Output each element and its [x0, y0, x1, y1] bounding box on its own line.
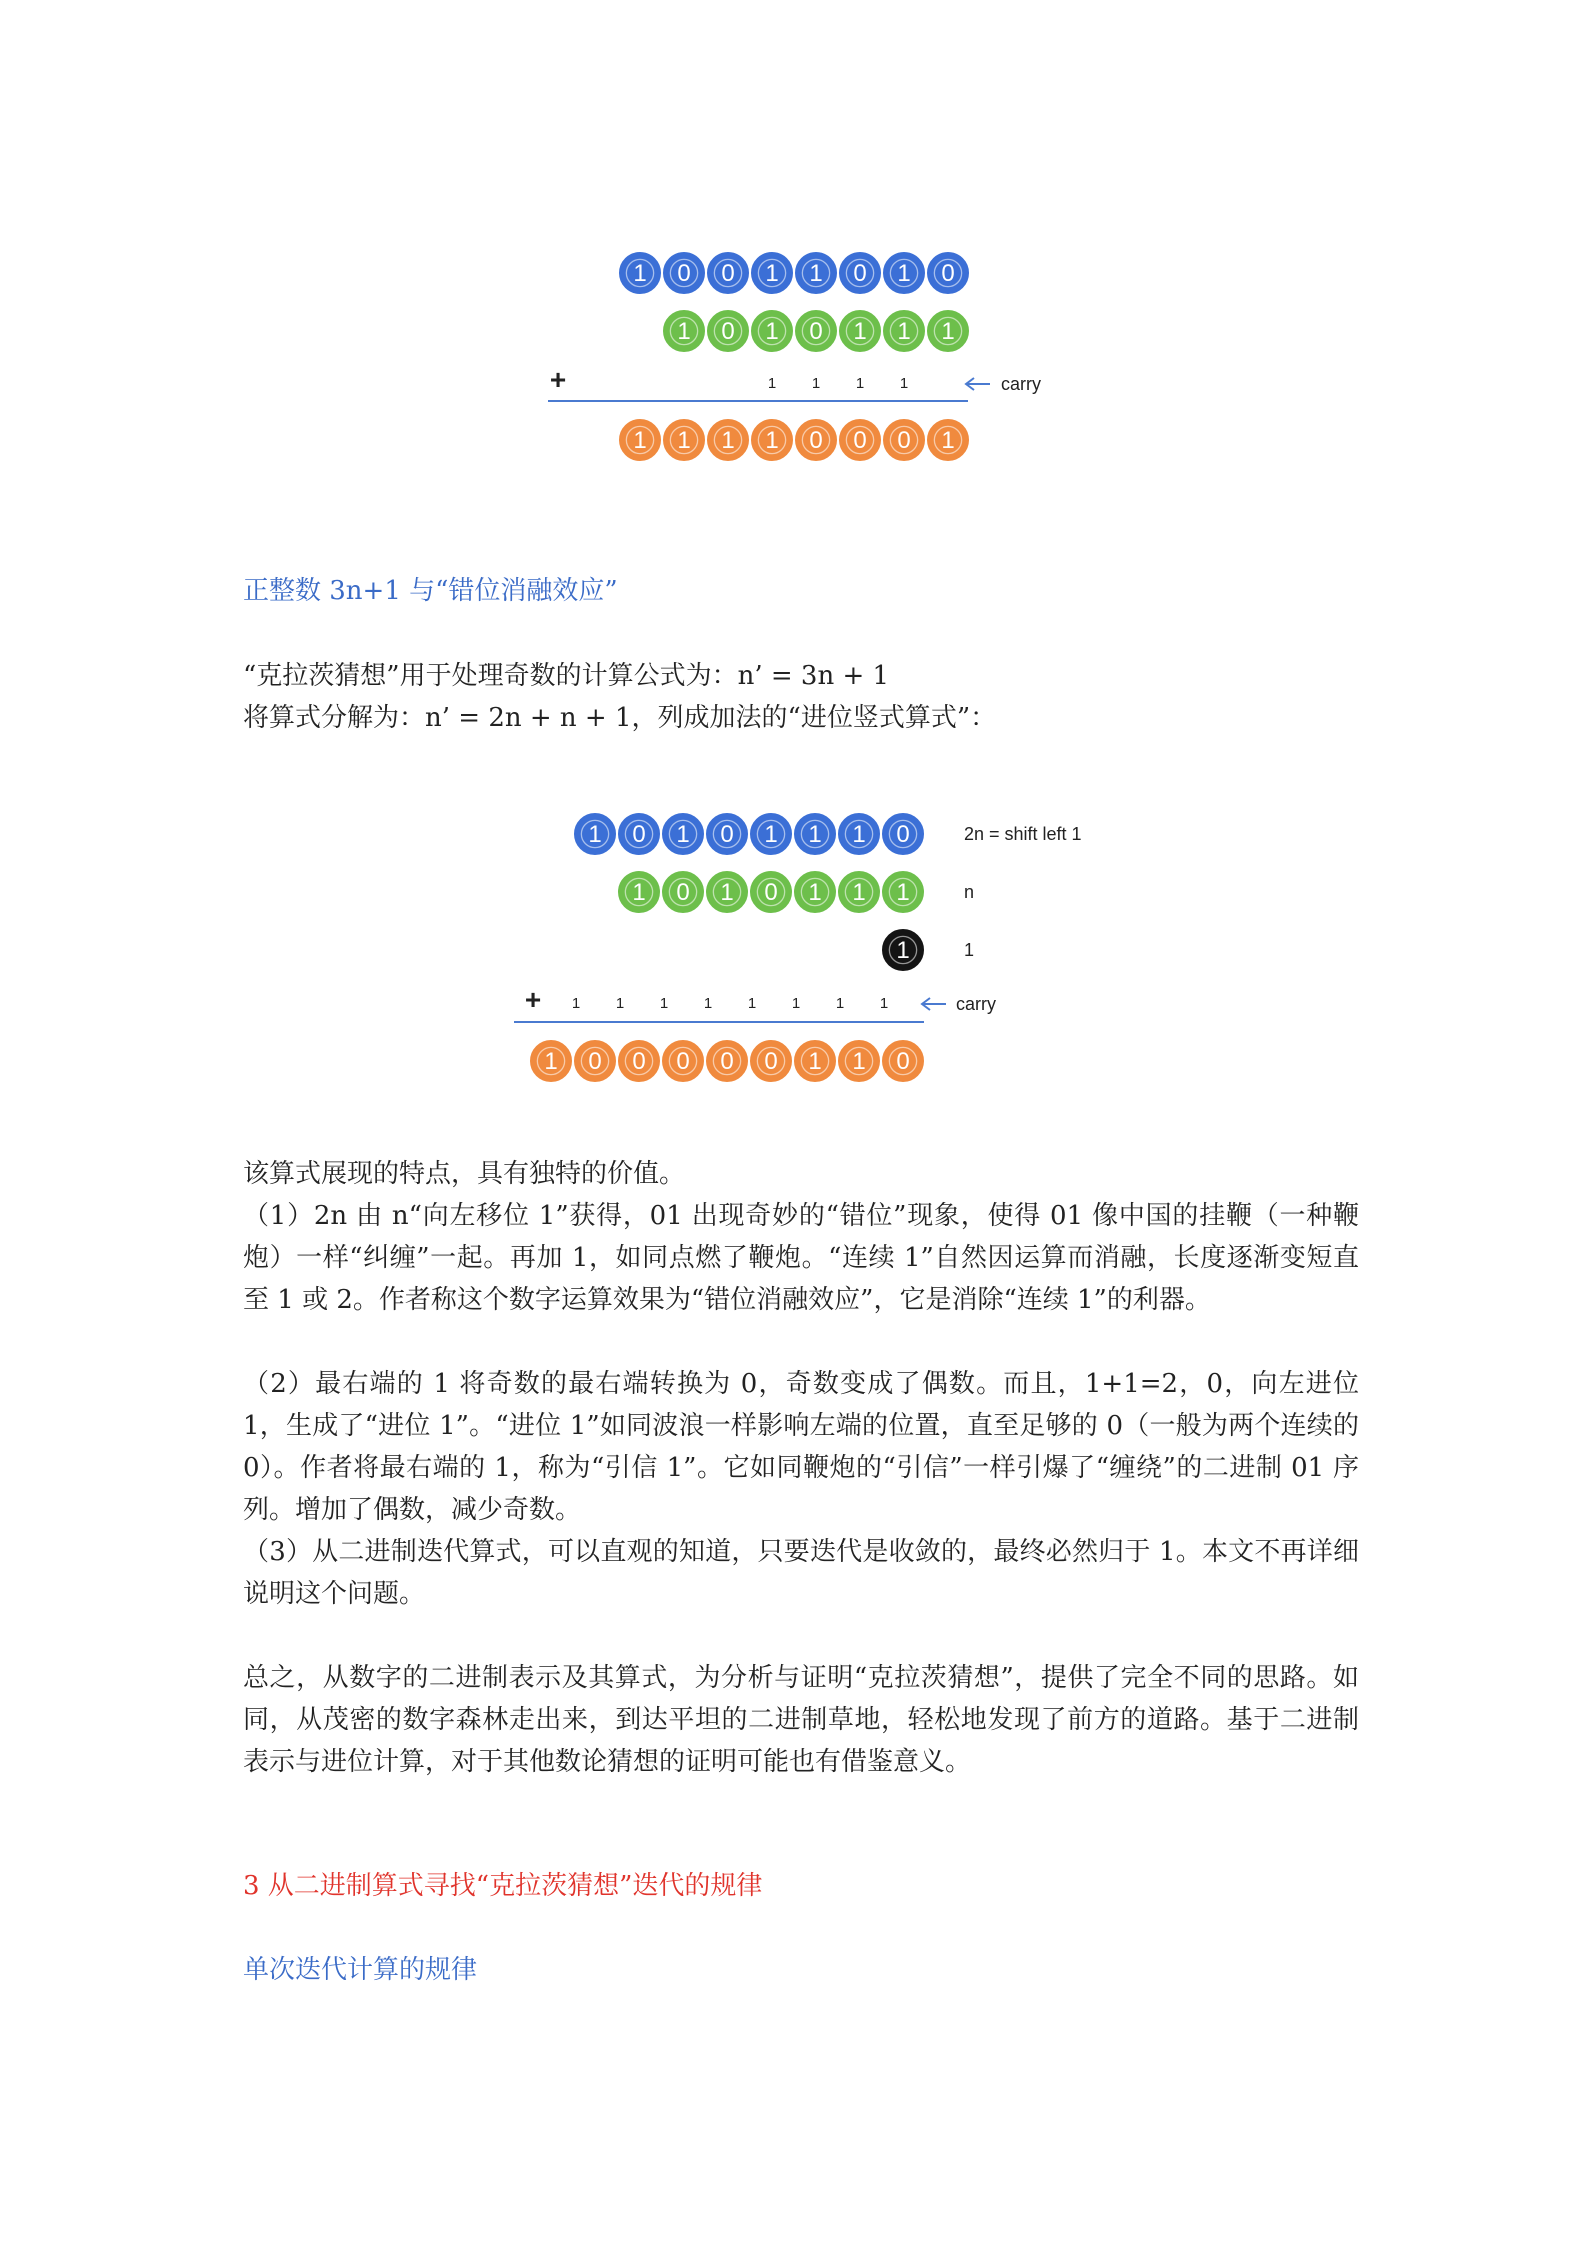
bit-ball-result — [529, 1039, 573, 1083]
row-label-one: 1 — [964, 940, 975, 960]
bit-ball-result — [793, 1039, 837, 1083]
bit-label: 0 — [853, 260, 867, 287]
carry-arrow — [966, 378, 990, 390]
bit-label: 0 — [764, 879, 778, 906]
bit-ball-row2 — [882, 309, 926, 353]
carry-digit: 1 — [659, 995, 669, 1012]
carry-label: carry — [1001, 374, 1041, 394]
bit-label: 1 — [941, 427, 955, 454]
carry-digit: 1 — [767, 375, 777, 392]
carry-digit: 1 — [747, 995, 757, 1012]
bit-label: 1 — [853, 318, 867, 345]
figure-1-addition — [548, 251, 1041, 462]
bit-label: 1 — [897, 260, 911, 287]
bit-label: 0 — [676, 1048, 690, 1075]
bit-ball-one — [881, 928, 925, 972]
bit-label: 1 — [676, 821, 690, 848]
row-label-2n: 2n = shift left 1 — [964, 824, 1082, 844]
bit-ball-result — [661, 1039, 705, 1083]
bit-ball-result — [838, 418, 882, 462]
bit-ball-row1 — [882, 251, 926, 295]
bit-ball-row1 — [838, 251, 882, 295]
bit-label: 1 — [720, 879, 734, 906]
bit-ball-2n — [573, 812, 617, 856]
bit-label: 0 — [721, 260, 735, 287]
bit-label: 0 — [897, 427, 911, 454]
bit-label: 1 — [808, 1048, 822, 1075]
bit-ball-row2 — [750, 309, 794, 353]
carry-digit: 1 — [835, 995, 845, 1012]
bit-label: 1 — [765, 260, 779, 287]
bit-ball-result — [750, 418, 794, 462]
bit-label: 0 — [764, 1048, 778, 1075]
bit-ball-2n — [793, 812, 837, 856]
paragraph-point-1: （1）2n 由 n“向左移位 1”获得，01 出现奇妙的“错位”现象，使得 01 像中国的挂鞭（一种鞭炮）一样“纠缠”一起。再加 1，如同点燃了鞭炮。“连续 1”自然因运算而消融，长度逐渐变短直至 1 或 2。作者称这个数字运算效果为“错位消融效应”，它是消除“连续 1”的利器。 — [243, 1201, 1359, 1315]
bit-label: 0 — [720, 821, 734, 848]
bit-ball-result — [618, 418, 662, 462]
plus-sign: + — [549, 364, 567, 395]
bit-label: 1 — [677, 318, 691, 345]
bit-label: 0 — [632, 1048, 646, 1075]
bit-ball-result — [837, 1039, 881, 1083]
bit-ball-row2 — [706, 309, 750, 353]
bit-ball-n — [881, 870, 925, 914]
bit-ball-result — [881, 1039, 925, 1083]
formula-line-1: “克拉茨猜想”用于处理奇数的计算公式为：n’ = 3n + 1 — [243, 661, 890, 691]
bit-ball-row1 — [794, 251, 838, 295]
bit-label: 1 — [809, 260, 823, 287]
bit-label: 0 — [632, 821, 646, 848]
bit-ball-row2 — [794, 309, 838, 353]
section-heading: 正整数 3n+1 与“错位消融效应” — [243, 576, 618, 606]
bit-label: 1 — [808, 879, 822, 906]
carry-digit: 1 — [791, 995, 801, 1012]
bit-ball-result — [573, 1039, 617, 1083]
bit-label: 1 — [896, 937, 910, 964]
carry-digit: 1 — [855, 375, 865, 392]
bit-label: 1 — [896, 879, 910, 906]
bit-ball-n — [837, 870, 881, 914]
subsection-heading: 单次迭代计算的规律 — [243, 1955, 478, 1985]
bit-ball-row2 — [926, 309, 970, 353]
carry-arrow — [922, 998, 946, 1010]
bit-label: 1 — [721, 427, 735, 454]
formula-line-2: 将算式分解为：n’ = 2n + n + 1，列成加法的“进位竖式算式”： — [243, 703, 997, 733]
bit-ball-2n — [661, 812, 705, 856]
carry-label: carry — [956, 994, 996, 1014]
bit-ball-row2 — [838, 309, 882, 353]
plus-sign: + — [524, 984, 542, 1015]
carry-digit: 1 — [615, 995, 625, 1012]
bit-ball-n — [749, 870, 793, 914]
bit-label: 0 — [809, 427, 823, 454]
bit-ball-row1 — [618, 251, 662, 295]
bit-label: 1 — [588, 821, 602, 848]
bit-label: 0 — [676, 879, 690, 906]
paragraph-point-2: （2）最右端的 1 将奇数的最右端转换为 0，奇数变成了偶数。而且，1+1=2，0，向左进位 1，生成了“进位 1”。“进位 1”如同波浪一样影响左端的位置，直至足够的 0（一般为两个连续的 0）。作者将最右端的 1，称为“引信 1”。它如同鞭炮的“引信”一样引爆了“缠绕”的二进制 01 序列。增加了偶数，减少奇数。 — [243, 1369, 1359, 1525]
bit-ball-result — [794, 418, 838, 462]
bit-label: 0 — [941, 260, 955, 287]
bit-ball-2n — [881, 812, 925, 856]
bit-label: 1 — [897, 318, 911, 345]
bit-label: 1 — [544, 1048, 558, 1075]
bit-ball-row1 — [926, 251, 970, 295]
bit-ball-n — [793, 870, 837, 914]
carry-digit: 1 — [703, 995, 713, 1012]
bit-label: 0 — [721, 318, 735, 345]
bit-label: 0 — [896, 1048, 910, 1075]
bit-ball-n — [661, 870, 705, 914]
bit-ball-result — [926, 418, 970, 462]
bit-ball-row1 — [706, 251, 750, 295]
bit-label: 1 — [808, 821, 822, 848]
bit-ball-2n — [705, 812, 749, 856]
bit-label: 1 — [633, 260, 647, 287]
bit-label: 1 — [765, 318, 779, 345]
bit-ball-2n — [837, 812, 881, 856]
bit-label: 0 — [720, 1048, 734, 1075]
bit-ball-result — [882, 418, 926, 462]
bit-label: 0 — [809, 318, 823, 345]
bit-ball-result — [662, 418, 706, 462]
bit-ball-result — [617, 1039, 661, 1083]
bit-ball-n — [617, 870, 661, 914]
bit-ball-2n — [617, 812, 661, 856]
row-label-n: n — [964, 882, 975, 902]
figure-2-3n-plus-1 — [514, 812, 1082, 1083]
bit-label: 1 — [941, 318, 955, 345]
bit-ball-row1 — [662, 251, 706, 295]
carry-digit: 1 — [879, 995, 889, 1012]
bit-label: 0 — [677, 260, 691, 287]
bit-label: 1 — [852, 821, 866, 848]
bit-ball-result — [706, 418, 750, 462]
carry-digit: 1 — [571, 995, 581, 1012]
bit-label: 1 — [765, 427, 779, 454]
bit-label: 1 — [852, 1048, 866, 1075]
bit-label: 0 — [896, 821, 910, 848]
bit-ball-n — [705, 870, 749, 914]
bit-label: 1 — [764, 821, 778, 848]
bit-label: 1 — [852, 879, 866, 906]
bit-label: 0 — [588, 1048, 602, 1075]
bit-ball-result — [705, 1039, 749, 1083]
bit-label: 0 — [853, 427, 867, 454]
chapter-heading: 3 从二进制算式寻找“克拉茨猜想”迭代的规律 — [243, 1871, 763, 1901]
paragraph-point-3: （3）从二进制迭代算式，可以直观的知道，只要迭代是收敛的，最终必然归于 1。本文不再详细说明这个问题。 — [243, 1537, 1359, 1609]
bit-label: 1 — [633, 427, 647, 454]
bit-label: 1 — [677, 427, 691, 454]
summary-paragraph: 总之，从数字的二进制表示及其算式，为分析与证明“克拉茨猜想”，提供了完全不同的思路。如同，从茂密的数字森林走出来，到达平坦的二进制草地，轻松地发现了前方的道路。基于二进制表示与进位计算，对于其他数论猜想的证明可能也有借鉴意义。 — [243, 1663, 1359, 1777]
bit-ball-2n — [749, 812, 793, 856]
paragraph-intro: 该算式展现的特点，具有独特的价值。 — [243, 1159, 686, 1189]
bit-label: 1 — [632, 879, 646, 906]
bit-ball-row2 — [662, 309, 706, 353]
carry-digit: 1 — [899, 375, 909, 392]
bit-ball-row1 — [750, 251, 794, 295]
bit-ball-result — [749, 1039, 793, 1083]
carry-digit: 1 — [811, 375, 821, 392]
